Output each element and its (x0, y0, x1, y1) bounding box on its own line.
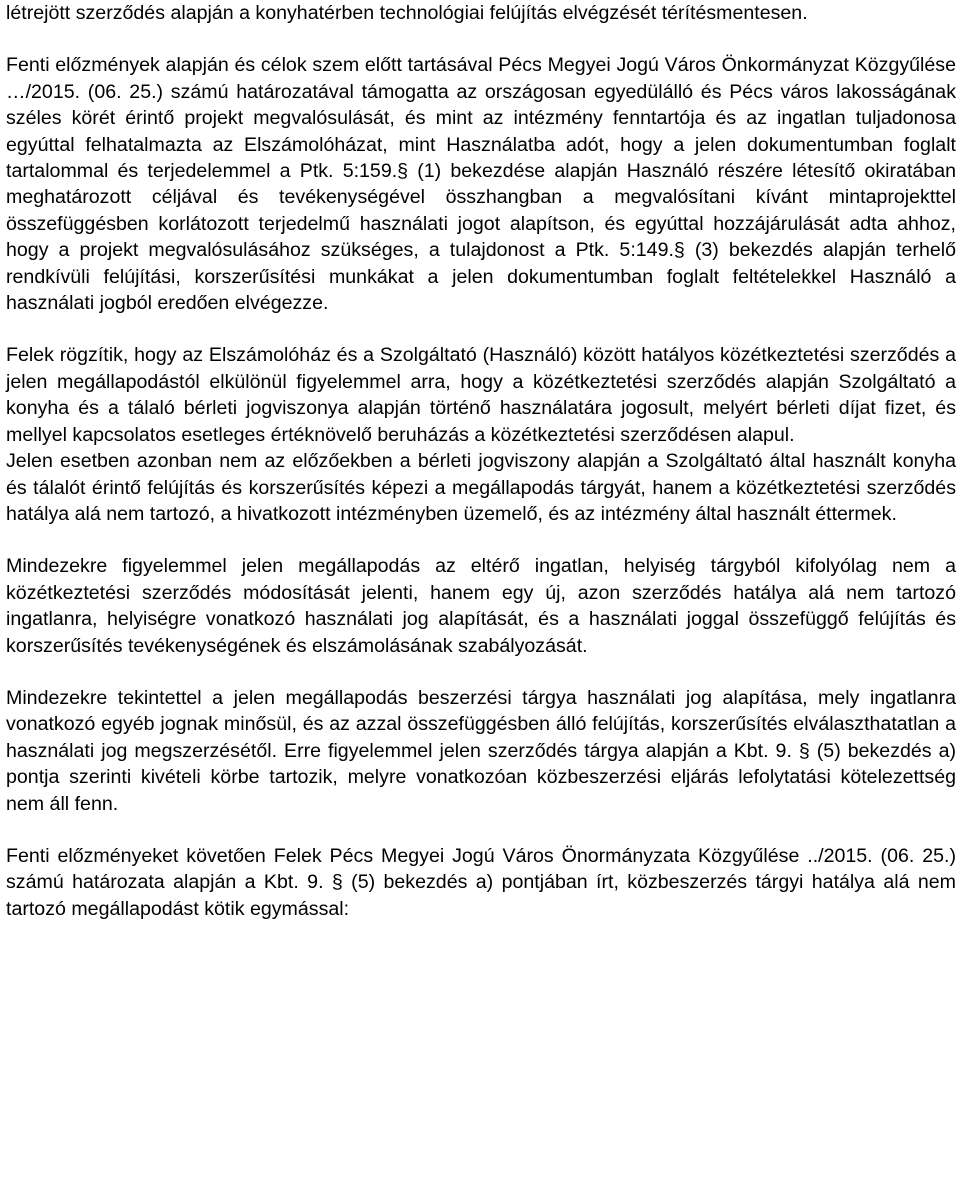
paragraph-5: Mindezekre figyelemmel jelen megállapodás az eltérő ingatlan, helyiség tárgyból kifolyólag nem a közétkeztetési szerződés módosítását jelenti, hanem egy új, azon szerződés hatálya alá nem tartozó ingatlanra, helyiségre vonatkozó használati jog alapítását, és a használati joggal összefüggő felújítás és korszerűsítés tevékenységének és elszámolásának szabályozását. (6, 555, 956, 657)
paragraph-2: Fenti előzmények alapján és célok szem előtt tartásával Pécs Megyei Jogú Város Önkormányzat Közgyűlése …/2015. (06. 25.) számú határozatával támogatta az országosan egyedülálló és Pécs város lakosságának széles körét érintő projekt megvalósulását, és mint az intézmény fenntartója és az ingatlan tuljadonosa egyúttal felhatalmazta az Elszámolóházat, mint Használatba adót, hogy a jelen dokumentumban foglalt tartalommal és terjedelemmel a Ptk. 5:159.§ (1) bekezdése alapján Használó részére létesítő okiratában meghatározott céljával és tevékenységével összhangban a megvalósítani kívánt mintaprojekttel összefüggésben korlátozott terjedelmű használati jogot alapítson, és egyúttal hozzájárulását adta ahhoz, hogy a projekt megvalósulásához szükséges, a tulajdonost a Ptk. 5:149.§ (3) bekezdés alapján terhelő rendkívüli felújítási, korszerűsítési munkákat a jelen dokumentumban foglalt feltételekkel Használó a használati jogból eredően elvégezze. (6, 54, 956, 315)
paragraph-spacer (6, 817, 956, 843)
paragraph-7: Fenti előzményeket követően Felek Pécs Megyei Jogú Város Önormányzata Közgyűlése ../2015. (06. 25.) számú határozata alapján a Kbt. 9. § (5) bekezdés a) pontjában írt, közbeszerzés tárgyi hatálya alá nem tartozó megállapodást kötik egymással: (6, 844, 956, 920)
paragraph-4: Jelen esetben azonban nem az előzőekben a bérleti jogviszony alapján a Szolgáltató által használt konyha és tálalót érintő felújítás és korszerűsítés képezi a megállapodás tárgyát, hanem a közétkeztetési szerződés hatálya alá nem tartozó, a hivatkozott intézményben üzemelő, és az intézmény által használt éttermek. (6, 450, 956, 525)
paragraph-3: Felek rögzítik, hogy az Elszámolóház és a Szolgáltató (Használó) között hatályos közétkeztetési szerződés a jelen megállapodástól elkülönül figyelemmel arra, hogy a közétkeztetési szerződés alapján Szolgáltató a konyha és a tálaló bérleti jogviszonya alapján történő használatára jogosult, melyért bérleti díjat fizet, és mellyel kapcsolatos esetleges értéknövelő beruházás a közétkeztetési szerződésen alapul. (6, 344, 956, 446)
paragraph-spacer (6, 659, 956, 685)
paragraph-spacer (6, 316, 956, 342)
paragraph-1: létrejött szerződés alapján a konyhatérben technológiai felújítás elvégzését térítésmentesen. (6, 2, 808, 24)
document-page (6, 0, 956, 922)
paragraph-spacer (6, 26, 956, 52)
paragraph-6: Mindezekre tekintettel a jelen megállapodás beszerzési tárgya használati jog alapítása, mely ingatlanra vonatkozó egyéb jognak minősül, és az azzal összefüggésben álló felújítás, korszerűsítés elválaszthatatlan a használati jog megszerzésétől. Erre figyelemmel jelen szerződés tárgya alapján a Kbt. 9. § (5) bekezdés a) pontja szerinti kivételi körbe tartozik, melyre vonatkozóan közbeszerzési eljárás lefolytatási kötelezettség nem áll fenn. (6, 686, 956, 815)
paragraph-spacer (6, 527, 956, 553)
